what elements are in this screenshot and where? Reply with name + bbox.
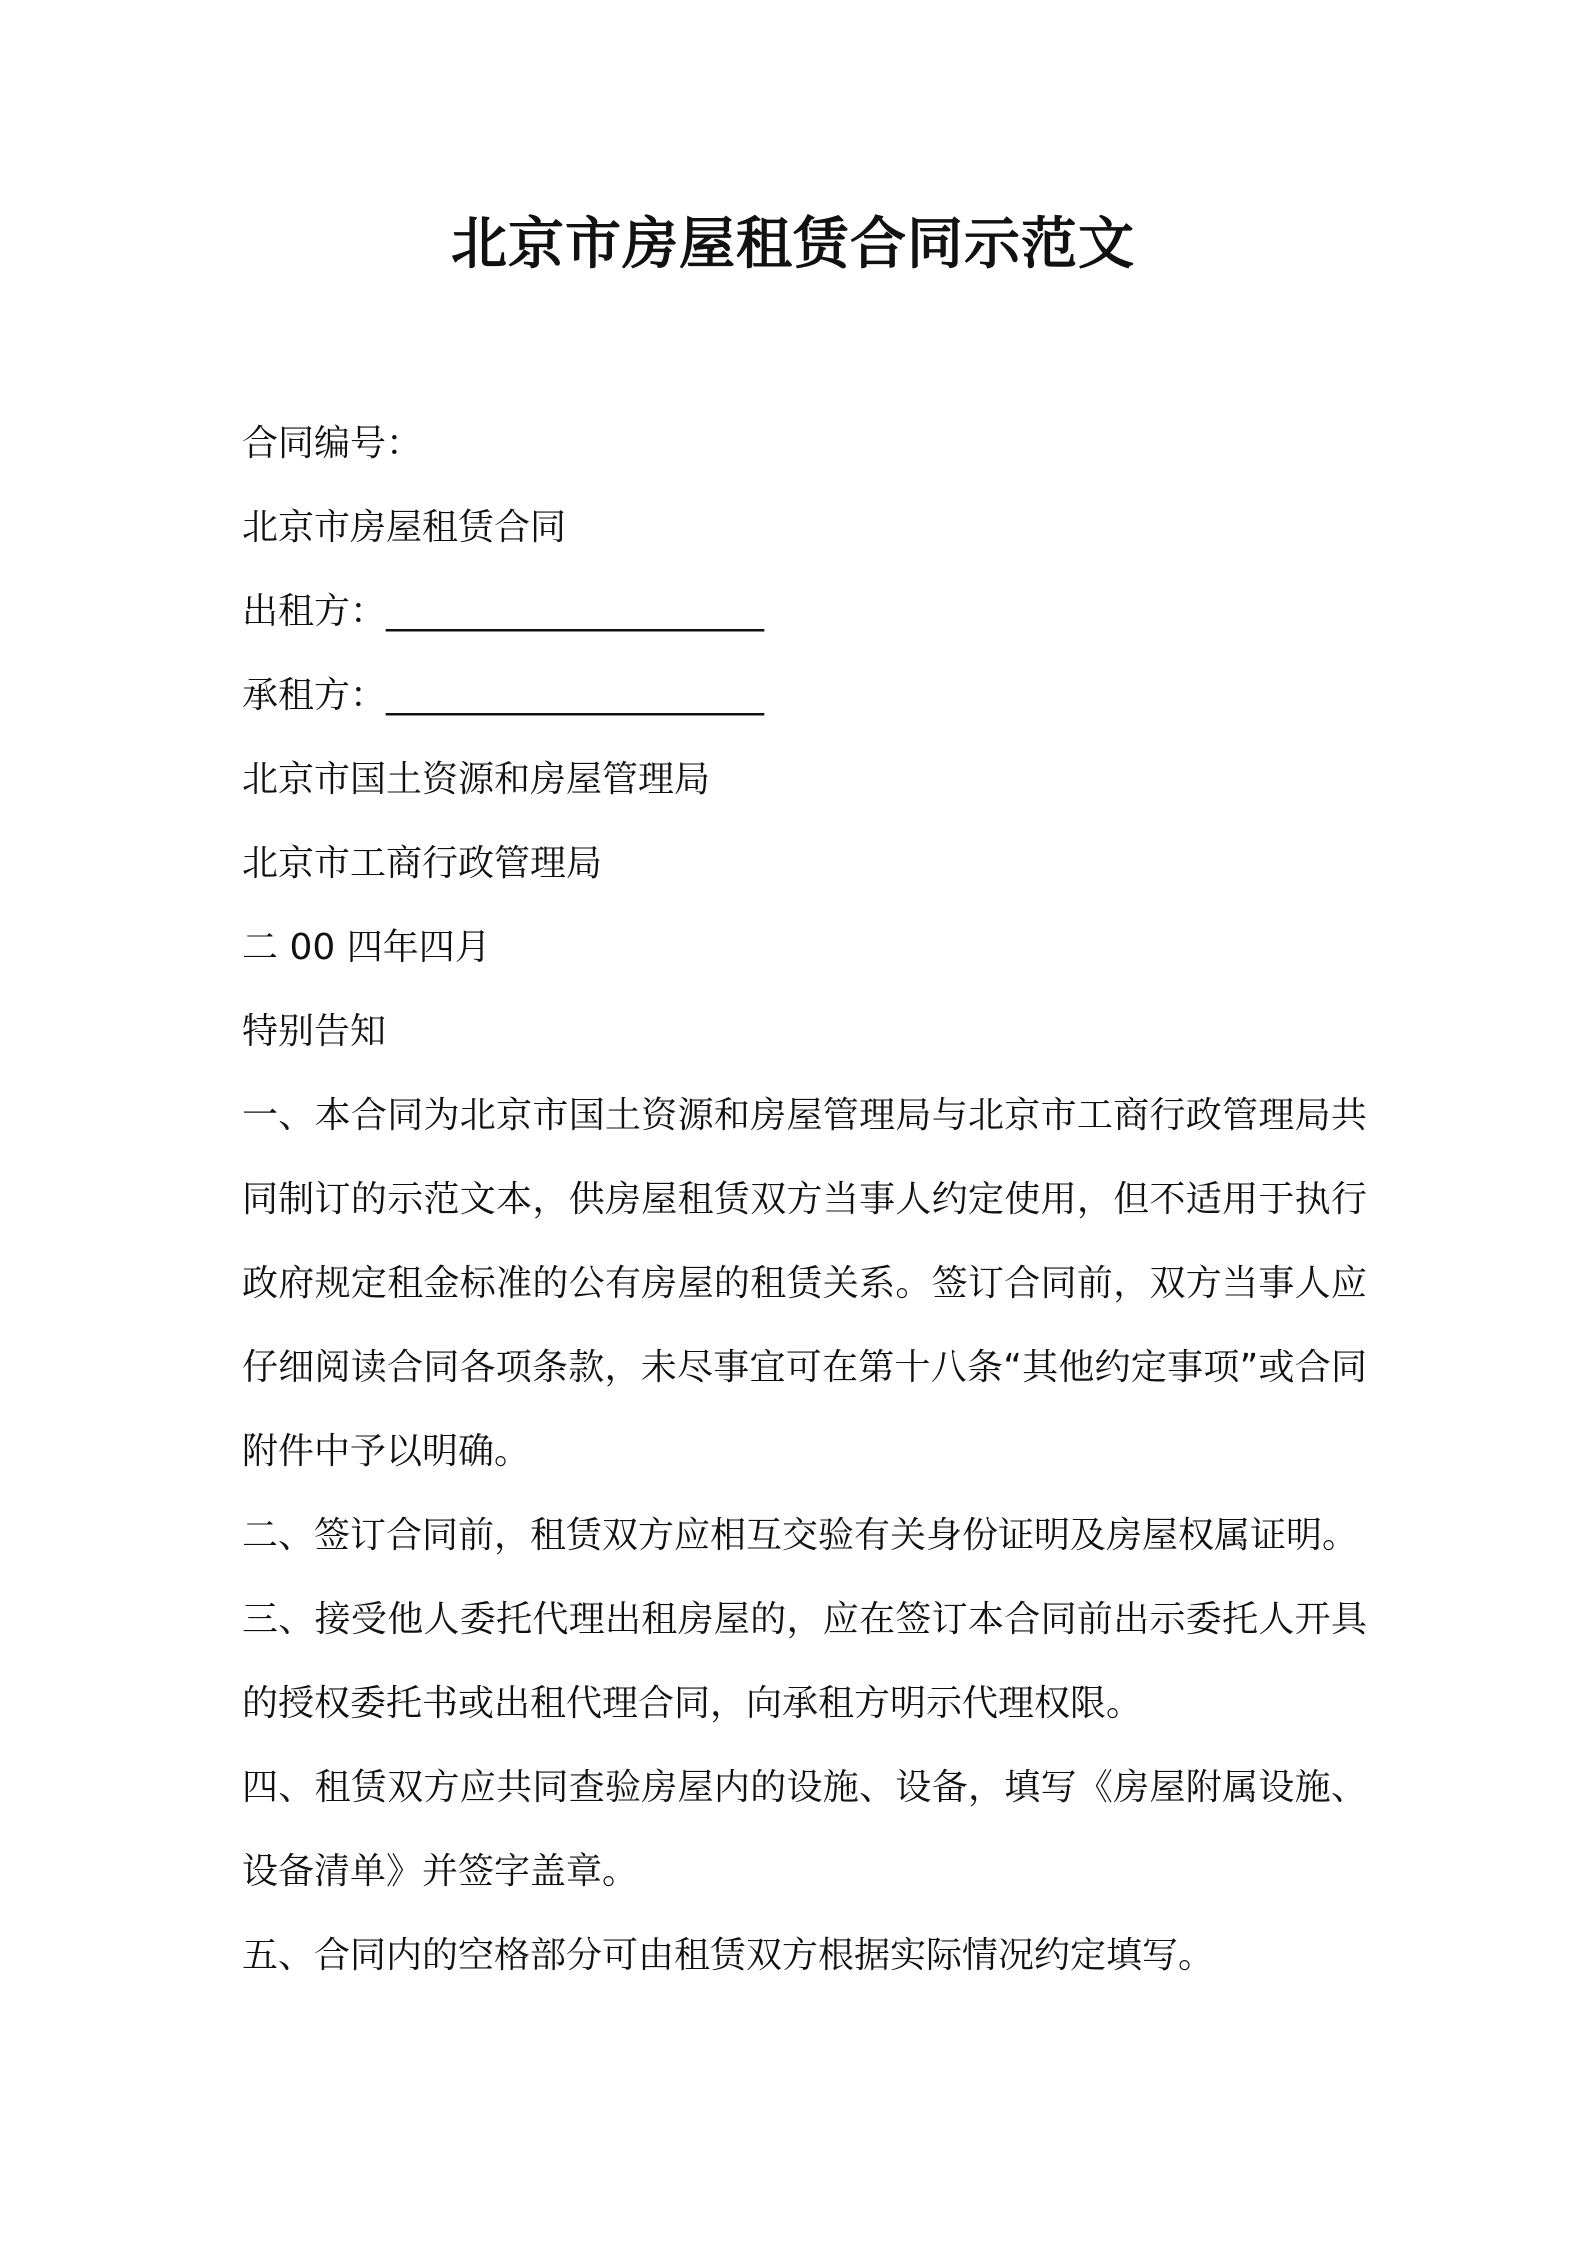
contract-number-line: 合同编号： xyxy=(242,423,423,464)
issue-date: 二 00 四年四月 xyxy=(242,927,491,968)
issuer-land-bureau: 北京市国土资源和房屋管理局 xyxy=(242,759,711,800)
issuer-commerce-bureau: 北京市工商行政管理局 xyxy=(242,843,603,884)
clause-2: 二、签订合同前，租赁双方应相互交验有关身份证明及房屋权属证明。 xyxy=(242,1515,1359,1556)
clause-1: 一、本合同为北京市国土资源和房屋管理局与北京市工商行政管理局共同制订的示范文本，供房屋租赁双方当事人约定使用，但不适用于执行政府规定租金标准的公有房屋的租赁关系。签订合同前，双方当事人应仔细阅读合同各项条款，未尽事宜可在第十八条“其他约定事项”或合同附件中予以明确。 xyxy=(242,1095,1367,1472)
lessor-line: 出租方：_____________________ xyxy=(242,591,765,632)
contract-name-line: 北京市房屋租赁合同 xyxy=(242,507,567,548)
clause-5: 五、合同内的空格部分可由租赁双方根据实际情况约定填写。 xyxy=(242,1935,1215,1976)
document-title: 北京市房屋租赁合同示范文 xyxy=(451,212,1135,277)
lessee-line: 承租方：_____________________ xyxy=(242,675,765,716)
clause-3: 三、接受他人委托代理出租房屋的，应在签订本合同前出示委托人开具的授权委托书或出租代理合同，向承租方明示代理权限。 xyxy=(242,1599,1367,1724)
clause-4: 四、租赁双方应共同查验房屋内的设施、设备，填写《房屋附属设施、设备清单》并签字盖章。 xyxy=(242,1767,1367,1892)
special-notice-heading: 特别告知 xyxy=(242,1011,387,1052)
document-body xyxy=(242,402,1367,1998)
